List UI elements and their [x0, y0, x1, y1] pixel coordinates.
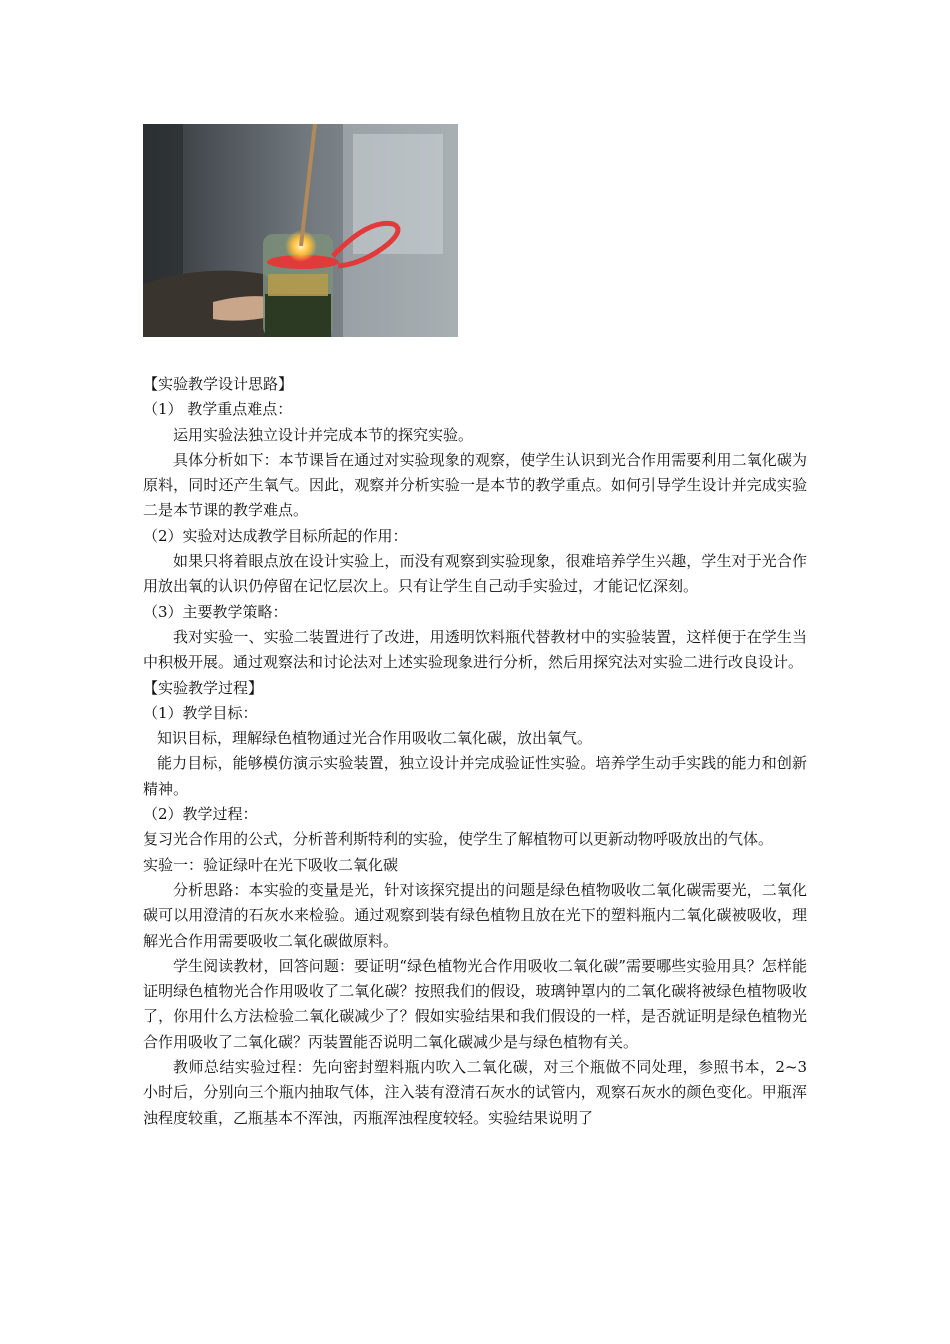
paragraph: 教师总结实验过程：先向密封塑料瓶内吹入二氧化碳，对三个瓶做不同处理，参照书本，2~3 小时后，分别向三个瓶内抽取气体，注入装有澄清石灰水的试管内，观察石灰水的颜色变化。甲瓶浑浊程度较重，乙瓶基本不浑浊，丙瓶浑浊程度较轻。实验结果说明了 — [143, 1058, 807, 1127]
paragraph: 运用实验法独立设计并完成本节的探究实验。 — [173, 425, 474, 444]
experiment-title: 实验一：验证绿叶在光下吸收二氧化碳 — [143, 855, 399, 874]
paragraph: 学生阅读教材，回答问题：要证明“绿色植物光合作用吸收二氧化碳”需要哪些实验用具？怎样能证明绿色植物光合作用吸收了二氧化碳？按照我们的假设，玻璃钟罩内的二氧化碳将被绿色植物吸收了，你用什么方法检验二氧化碳减少了？假如实验结果和我们假设的一样，是否就证明是绿色植物光合作用吸收了二氧化碳？丙装置能否说明二氧化碳减少是与绿色植物有关。 — [143, 956, 807, 1051]
paragraph: 如果只将着眼点放在设计实验上，而没有观察到实验现象，很难培养学生兴趣，学生对于光合作用放出氧的认识仍停留在记忆层次上。只有让学生自己动手实验过，才能记忆深刻。 — [143, 552, 807, 596]
photo-illustration — [143, 124, 458, 337]
bottle-candle-experiment-photo — [143, 124, 458, 337]
paragraph: 复习光合作用的公式，分析普利斯特利的实验，使学生了解植物可以更新动物呼吸放出的气体。 — [143, 830, 774, 849]
paragraph: 能力目标，能够模仿演示实验装置，独立设计并完成验证性实验。培养学生动手实践的能力和创新精神。 — [143, 754, 807, 798]
paragraph: 具体分析如下：本节课旨在通过对实验现象的观察，使学生认识到光合作用需要利用二氧化碳为原料，同时还产生氧气。因此，观察并分析实验一是本节的教学重点。如何引导学生设计并完成实验二是本节课的教学难点。 — [143, 450, 807, 520]
subheading: （2）实验对达成教学目标所起的作用： — [143, 526, 408, 545]
paragraph: 分析思路：本实验的变量是光，针对该探究提出的问题是绿色植物吸收二氧化碳需要光，二氧化碳可以用澄清的石灰水来检验。通过观察到装有绿色植物且放在光下的塑料瓶内二氧化碳被吸收，理解光合作用需要吸收二氧化碳做原料。 — [143, 880, 807, 950]
section-heading: 【实验教学设计思路】 — [143, 375, 294, 393]
document-body — [143, 372, 807, 1131]
subheading: （3）主要教学策略： — [143, 602, 288, 621]
paragraph: 知识目标，理解绿色植物通过光合作用吸收二氧化碳，放出氧气。 — [157, 729, 593, 748]
subheading: （1） 教学重点难点： — [143, 400, 293, 419]
subheading: （1）教学目标： — [143, 703, 258, 722]
section-heading: 【实验教学过程】 — [143, 678, 264, 697]
subheading: （2）教学过程： — [143, 805, 258, 824]
paragraph: 我对实验一、实验二装置进行了改进，用透明饮料瓶代替教材中的实验装置，这样便于在学生当中积极开展。通过观察法和讨论法对上述实验现象进行分析，然后用探究法对实验二进行改良设计。 — [143, 627, 807, 672]
